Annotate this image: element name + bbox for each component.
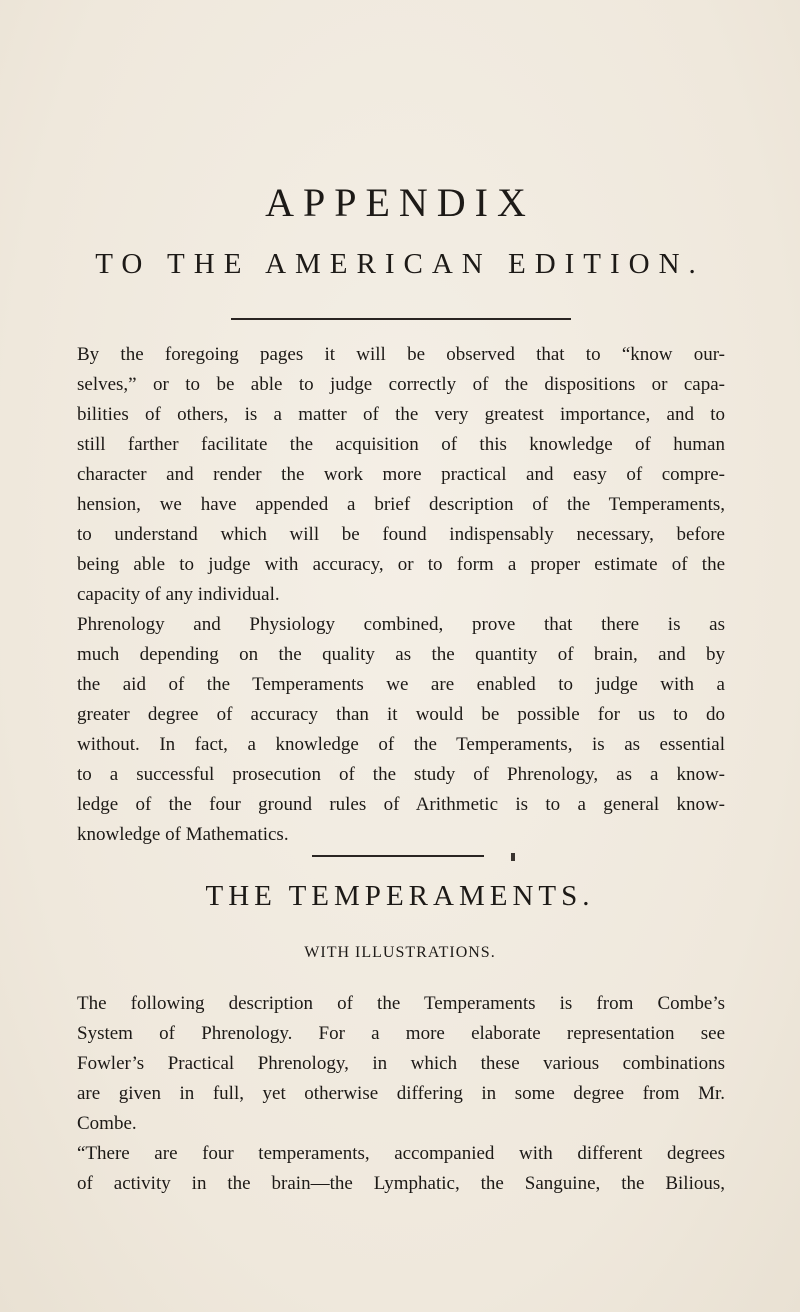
text-line: to a successful prosecution of the study of Phrenology, as a know- xyxy=(77,764,725,785)
text-line: the aid of the Temperaments we are enabled to judge with a xyxy=(77,674,725,695)
text-line: selves,” or to be able to judge correctly of the dispositions or capa- xyxy=(77,374,725,395)
text-line: still farther facilitate the acquisition of this knowledge of human xyxy=(77,434,725,455)
quote-paragraph xyxy=(77,1139,725,1199)
text-line: The following description of the Temperaments is from Combe’s xyxy=(77,993,725,1014)
text-line: without. In fact, a knowledge of the Temperaments, is as essential xyxy=(77,734,725,755)
text-line: bilities of others, is a matter of the very greatest importance, and to xyxy=(77,404,725,425)
intro-paragraph xyxy=(77,340,725,610)
text-line: “There are four temperaments, accompanied with different degrees xyxy=(77,1143,725,1164)
text-line: to understand which will be found indispensably necessary, before xyxy=(77,524,725,545)
text-line: are given in full, yet otherwise differing in some degree from Mr. xyxy=(77,1083,725,1104)
text-line: hension, we have appended a brief description of the Temperaments, xyxy=(77,494,725,515)
text-line: By the foregoing pages it will be observed that to “know our- xyxy=(77,344,725,365)
text-line: knowledge of Mathematics. xyxy=(77,824,289,845)
title-rule xyxy=(231,318,571,320)
text-line: character and render the work more practical and easy of compre- xyxy=(77,464,725,485)
text-line: much depending on the quality as the quantity of brain, and by xyxy=(77,644,725,665)
text-line: capacity of any individual. xyxy=(77,584,280,605)
page-title: APPENDIX xyxy=(265,180,535,225)
description-paragraph xyxy=(77,989,725,1139)
section-title: THE TEMPERAMENTS. xyxy=(205,880,595,912)
text-line: ledge of the four ground rules of Arithmetic is to a general know- xyxy=(77,794,725,815)
text-line: Combe. xyxy=(77,1113,137,1134)
section-rule xyxy=(312,855,484,857)
text-line: System of Phrenology. For a more elaborate representation see xyxy=(77,1023,725,1044)
phrenology-paragraph xyxy=(77,610,725,850)
text-line: greater degree of accuracy than it would be possible for us to do xyxy=(77,704,725,725)
page-subtitle: TO THE AMERICAN EDITION. xyxy=(95,248,705,280)
text-line: of activity in the brain—the Lymphatic, the Sanguine, the Bilious, xyxy=(77,1173,725,1194)
text-line: Fowler’s Practical Phrenology, in which these various combinations xyxy=(77,1053,725,1074)
text-line: Phrenology and Physiology combined, prove that there is as xyxy=(77,614,725,635)
text-line: being able to judge with accuracy, or to form a proper estimate of the xyxy=(77,554,725,575)
print-mark xyxy=(511,853,515,861)
section-subtitle: WITH ILLUSTRATIONS. xyxy=(304,944,496,961)
